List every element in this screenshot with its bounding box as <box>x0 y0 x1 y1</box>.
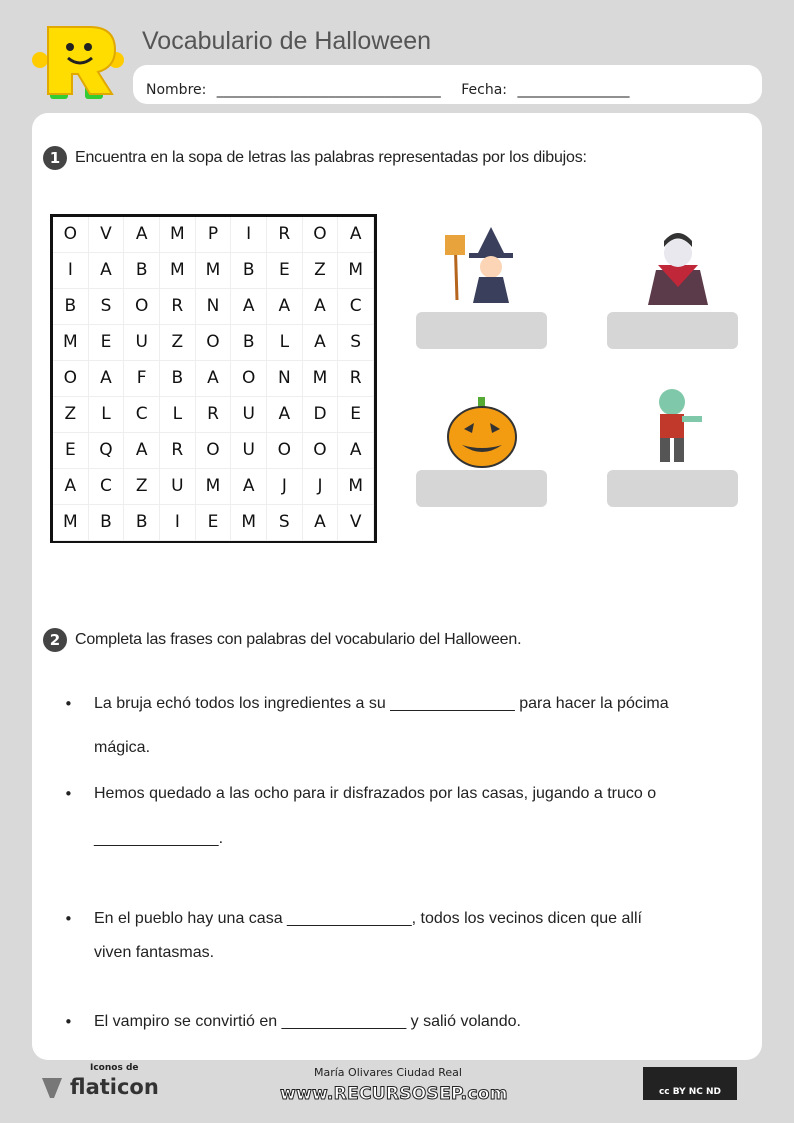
sentence-2-cont: ______________. <box>94 830 224 847</box>
witch-icon <box>435 225 515 305</box>
grid-cell[interactable]: I <box>231 217 267 253</box>
grid-cell[interactable]: O <box>231 361 267 397</box>
flaticon-logo: flaticon <box>70 1075 159 1099</box>
flaticon-icon <box>42 1078 62 1098</box>
grid-cell[interactable]: R <box>160 289 196 325</box>
date-field[interactable]: ________________ <box>517 82 630 98</box>
bullet: • <box>64 785 73 803</box>
grid-cell[interactable]: D <box>303 397 339 433</box>
grid-cell[interactable]: A <box>231 469 267 505</box>
grid-cell[interactable]: A <box>338 217 374 253</box>
grid-cell[interactable]: O <box>303 217 339 253</box>
grid-cell[interactable]: A <box>124 433 160 469</box>
grid-cell[interactable]: N <box>267 361 303 397</box>
grid-cell[interactable]: U <box>124 325 160 361</box>
grid-cell[interactable]: M <box>231 505 267 541</box>
grid-cell[interactable]: M <box>196 469 232 505</box>
grid-cell[interactable]: A <box>303 289 339 325</box>
grid-cell[interactable]: O <box>53 361 89 397</box>
bullet: • <box>64 910 73 928</box>
grid-cell[interactable]: Z <box>303 253 339 289</box>
website-link[interactable]: www.RECURSOSEP.com <box>280 1084 508 1104</box>
grid-cell[interactable]: B <box>124 505 160 541</box>
grid-cell[interactable]: B <box>231 253 267 289</box>
license-text: cc BY NC ND <box>658 1087 722 1097</box>
grid-cell[interactable]: R <box>267 217 303 253</box>
answer-box-zombie[interactable] <box>607 470 738 507</box>
grid-cell[interactable]: E <box>267 253 303 289</box>
grid-cell[interactable]: M <box>53 505 89 541</box>
grid-cell[interactable]: L <box>160 397 196 433</box>
grid-cell[interactable]: U <box>231 433 267 469</box>
section-number-1: 1 <box>43 146 67 170</box>
grid-cell[interactable]: A <box>303 325 339 361</box>
bullet: • <box>64 695 73 713</box>
date-label: Fecha: <box>461 82 508 98</box>
grid-cell[interactable]: F <box>124 361 160 397</box>
grid-cell[interactable]: B <box>160 361 196 397</box>
grid-cell[interactable]: A <box>53 469 89 505</box>
sentence-1: La bruja echó todos los ingredientes a su ______________ para hacer la pócima <box>94 695 669 712</box>
grid-cell[interactable]: Z <box>53 397 89 433</box>
sentence-4: El vampiro se convirtió en ______________ y salió volando. <box>94 1013 521 1030</box>
zombie-icon <box>632 384 712 464</box>
grid-cell[interactable]: M <box>338 253 374 289</box>
grid-cell[interactable]: A <box>338 433 374 469</box>
grid-cell[interactable]: S <box>267 505 303 541</box>
name-date-box <box>133 65 762 104</box>
grid-cell[interactable]: R <box>338 361 374 397</box>
grid-cell[interactable]: Q <box>89 433 125 469</box>
grid-cell[interactable]: L <box>89 397 125 433</box>
grid-cell[interactable]: O <box>303 433 339 469</box>
answer-box-witch[interactable] <box>416 312 547 349</box>
grid-cell[interactable]: J <box>267 469 303 505</box>
grid-cell[interactable]: Z <box>160 325 196 361</box>
grid-cell[interactable]: M <box>303 361 339 397</box>
grid-cell[interactable]: U <box>231 397 267 433</box>
grid-cell[interactable]: O <box>124 289 160 325</box>
icons-credit-label: Iconos de <box>90 1063 139 1073</box>
grid-cell[interactable]: V <box>338 505 374 541</box>
grid-cell[interactable]: A <box>196 361 232 397</box>
sentence-2: Hemos quedado a las ocho para ir disfrazados por las casas, jugando a truco o <box>94 785 657 802</box>
grid-cell[interactable]: E <box>196 505 232 541</box>
grid-cell[interactable]: O <box>196 325 232 361</box>
pumpkin-icon <box>442 393 522 473</box>
grid-cell[interactable]: O <box>196 433 232 469</box>
grid-cell[interactable]: B <box>124 253 160 289</box>
grid-cell[interactable]: S <box>89 289 125 325</box>
grid-cell[interactable]: M <box>160 217 196 253</box>
grid-cell[interactable]: I <box>160 505 196 541</box>
grid-cell[interactable]: C <box>89 469 125 505</box>
creative-commons-badge <box>643 1067 737 1100</box>
grid-cell[interactable]: M <box>160 253 196 289</box>
grid-cell[interactable]: A <box>267 289 303 325</box>
name-field[interactable]: ________________________________ <box>216 82 441 98</box>
grid-cell[interactable]: C <box>124 397 160 433</box>
sentence-3-cont: viven fantasmas. <box>94 944 215 961</box>
section1-instruction: Encuentra en la sopa de letras las palabras representadas por los dibujos: <box>75 149 587 166</box>
grid-cell[interactable]: U <box>160 469 196 505</box>
recursosep-logo <box>30 22 125 104</box>
bullet: • <box>64 1013 73 1031</box>
grid-cell[interactable]: E <box>338 397 374 433</box>
grid-cell[interactable]: S <box>338 325 374 361</box>
author-credit: María Olivares Ciudad Real <box>314 1066 462 1079</box>
grid-cell[interactable]: A <box>267 397 303 433</box>
grid-cell[interactable]: B <box>231 325 267 361</box>
grid-cell[interactable]: N <box>196 289 232 325</box>
word-search-grid <box>50 214 377 543</box>
vampire-icon <box>638 225 718 305</box>
grid-cell[interactable]: C <box>338 289 374 325</box>
answer-box-pumpkin[interactable] <box>416 470 547 507</box>
grid-cell[interactable]: A <box>89 253 125 289</box>
grid-cell[interactable]: V <box>89 217 125 253</box>
grid-cell[interactable]: J <box>303 469 339 505</box>
sentence-3: En el pueblo hay una casa ______________, todos los vecinos dicen que allí <box>94 910 642 927</box>
grid-cell[interactable]: A <box>89 361 125 397</box>
grid-cell[interactable]: Z <box>124 469 160 505</box>
grid-cell[interactable]: P <box>196 217 232 253</box>
grid-cell[interactable]: E <box>89 325 125 361</box>
grid-cell[interactable]: R <box>196 397 232 433</box>
section2-instruction: Completa las frases con palabras del vocabulario del Halloween. <box>75 631 522 648</box>
page-title: Vocabulario de Halloween <box>142 27 432 55</box>
grid-cell[interactable]: B <box>53 289 89 325</box>
grid-cell[interactable]: I <box>53 253 89 289</box>
grid-cell[interactable]: A <box>124 217 160 253</box>
grid-cell[interactable]: A <box>303 505 339 541</box>
grid-cell[interactable]: M <box>53 325 89 361</box>
grid-cell[interactable]: R <box>160 433 196 469</box>
grid-cell[interactable]: B <box>89 505 125 541</box>
grid-cell[interactable]: L <box>267 325 303 361</box>
grid-cell[interactable]: M <box>196 253 232 289</box>
name-label: Nombre: <box>146 82 207 98</box>
grid-cell[interactable]: M <box>338 469 374 505</box>
grid-cell[interactable]: E <box>53 433 89 469</box>
grid-cell[interactable]: O <box>267 433 303 469</box>
sentence-1-cont: mágica. <box>94 739 151 756</box>
grid-cell[interactable]: O <box>53 217 89 253</box>
grid-cell[interactable]: A <box>231 289 267 325</box>
answer-box-vampire[interactable] <box>607 312 738 349</box>
section-number-2: 2 <box>43 628 67 652</box>
